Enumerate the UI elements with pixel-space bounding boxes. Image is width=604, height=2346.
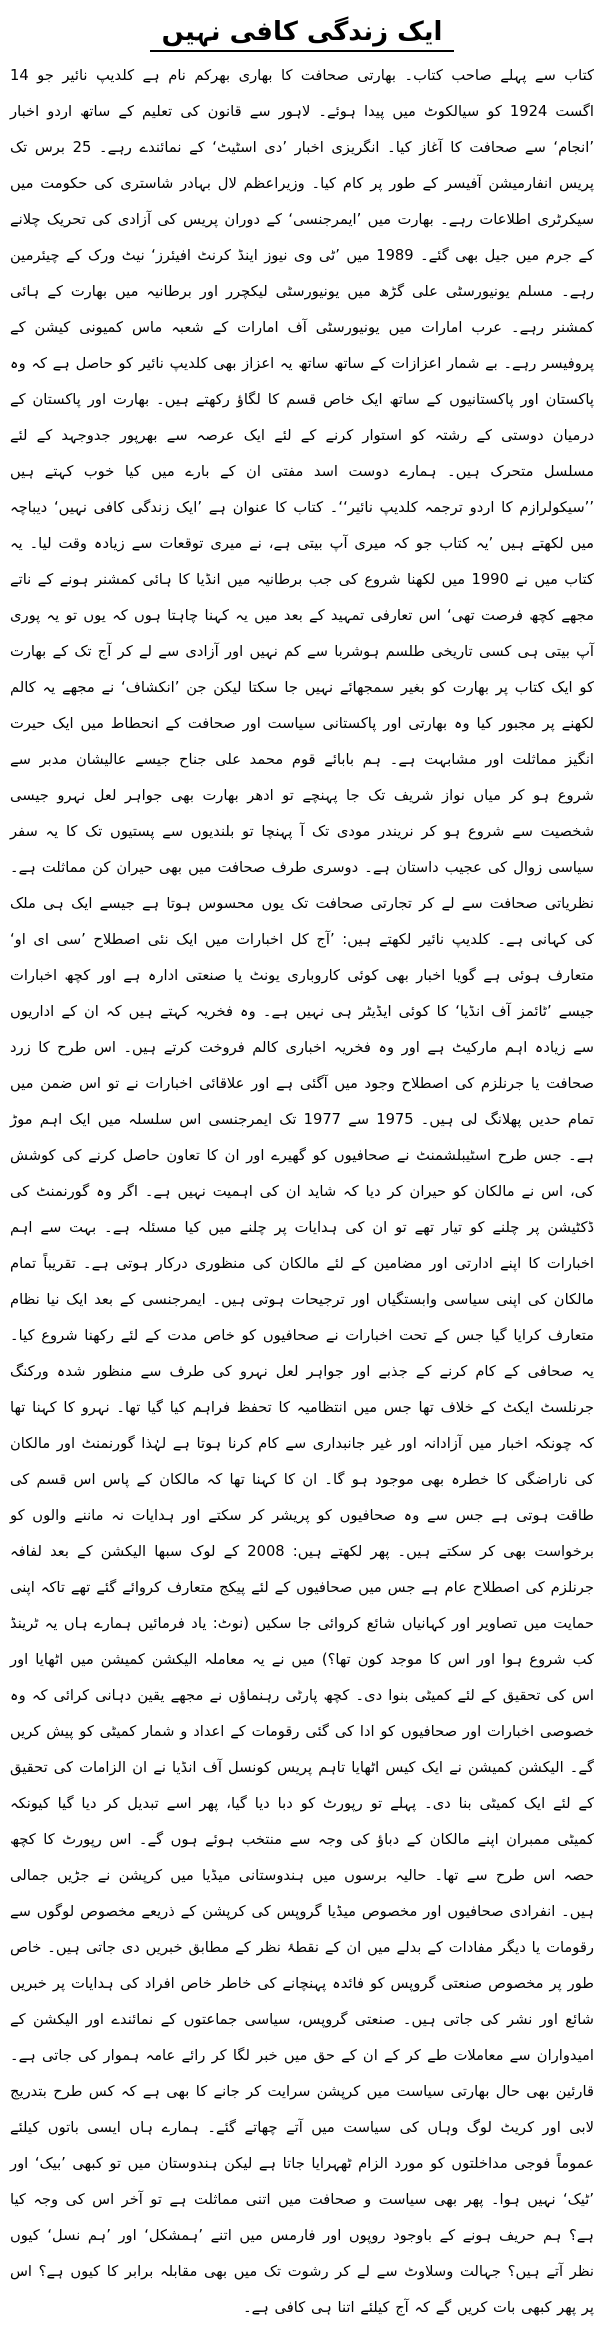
- title-container: [10, 14, 594, 52]
- article-title: ایک زندگی کافی نہیں: [150, 14, 455, 52]
- article-paragraph: کتاب سے پہلے صاحب کتاب۔ بھارتی صحافت کا بھاری بھرکم نام ہے کلدیپ نائیر جو 14 اگست 1924 کو سیالکوٹ میں پیدا ہوئے۔ لاہور سے قانون کی تعلیم کے ساتھ اردو اخبار ’انجام‘ سے صحافت کا آغاز کیا۔ انگریزی اخبار ’دی اسٹیٹ‘ کے نمائندے رہے۔ 25 برس تک پریس انفارمیشن آفیسر کے طور پر کام کیا۔ وزیراعظم لال بہادر شاستری کی حکومت میں سیکرٹری اطلاعات رہے۔ بھارت میں ’ایمرجنسی‘ کے دوران پریس کی آزادی کی تحریک چلانے کے جرم میں جیل بھی گئے۔ 1989 میں ’ٹی وی نیوز اینڈ کرنٹ افیئرز‘ نیٹ ورک کے چیئرمین رہے۔ مسلم یونیورسٹی علی گڑھ میں یونیورسٹی لیکچرر اور برطانیہ میں بھارت کے ہائی کمشنر رہے۔ عرب امارات میں یونیورسٹی آف امارات کے شعبہ ماس کمیونی کیشن کے پروفیسر رہے۔ بے شمار اعزازات کے ساتھ ساتھ یہ اعزاز بھی کلدیپ نائیر کو حاصل ہے کہ وہ پاکستان اور پاکستانیوں کے ساتھ ایک خاص قسم کا لگاؤ رکھتے ہیں۔ بھارت اور پاکستان کے درمیان دوستی کے رشتہ کو استوار کرنے کے لئے ایک عرصہ سے بھرپور جدوجہد کے لئے مسلسل متحرک ہیں۔ ہمارے دوست اسد مفتی ان کے بارے میں کیا خوب کہتے ہیں ’’سیکولرازم کا اردو ترجمہ کلدیپ نائیر‘‘۔ کتاب کا عنوان ہے ’ایک زندگی کافی نہیں‘ دیباچہ میں لکھتے ہیں ’یہ کتاب جو کہ میری آپ بیتی ہے، نے میری توقعات سے زیادہ وقت لیا۔ یہ کتاب میں نے 1990 میں لکھنا شروع کی جب برطانیہ میں انڈیا کا ہائی کمشنر ہونے کے ناتے مجھے کچھ فرصت تھی‘ اس تعارفی تمہید کے بعد میں یہ کہنا چاہتا ہوں کہ یوں تو یہ پوری آپ بیتی ہی کسی تاریخی طلسم ہوشربا سے کم نہیں اور آزادی سے لے کر آج تک کے بھارت کو ایک کتاب پر بھارت کو بغیر سمجھائے نہیں جا سکتا لیکن جن ’انکشاف‘ نے مجھے یہ کالم لکھنے پر مجبور کیا وہ بھارتی اور پاکستانی سیاست اور صحافت کے انحطاط میں ایک حیرت انگیز مماثلت اور مشابہت ہے۔ ہم بابائے قوم محمد علی جناح جیسے عالیشان مدبر سے شروع ہو کر میاں نواز شریف تک جا پہنچے تو ادھر بھارت بھی جواہر لعل نہرو جیسی شخصیت سے شروع ہو کر نریندر مودی تک آ پہنچا تو بلندیوں سے پستیوں تک کا یہ سفر سیاسی زوال کی عجیب داستان ہے۔ دوسری طرف صحافت میں بھی حیران کن مماثلت ہے۔ نظریاتی صحافت سے لے کر تجارتی صحافت تک یوں محسوس ہوتا ہے جیسے ایک ہی ملک کی کہانی ہے۔ کلدیپ نائیر لکھتے ہیں: ’آج کل اخبارات میں ایک نئی اصطلاح ’سی ای او‘ متعارف ہوئی ہے گویا اخبار بھی کوئی کاروباری یونٹ یا صنعتی ادارہ ہے اور کچھ اخبارات جیسے ’ٹائمز آف انڈیا‘ کا کوئی ایڈیٹر ہی نہیں ہے۔ وہ فخریہ کہتے ہیں کہ ان کے اداریوں سے زیادہ اہم مارکیٹ ہے اور وہ فخریہ اخباری کالم فروخت کرتے ہیں۔ اس طرح کا زرد صحافت یا جرنلزم کی اصطلاح وجود میں آگئی ہے اور علاقائی اخبارات نے تو اس ضمن میں تمام حدیں پھلانگ لی ہیں۔ 1975 سے 1977 تک ایمرجنسی اس سلسلہ میں ایک اہم موڑ ہے۔ جس طرح اسٹیبلشمنٹ نے صحافیوں کو گھیرے اور ان کا تعاون حاصل کرنے کی کوشش کی، اس نے مالکان کو حیران کر دیا کہ شاید ان کی اہمیت نہیں ہے۔ اگر وہ گورنمنٹ کی ڈکٹیشن پر چلنے کو تیار تھے تو ان کی ہدایات پر چلنے میں کیا مسئلہ ہے۔ بہت سے اہم اخبارات کا اپنے ادارتی اور مضامین کے لئے مالکان کی منظوری درکار ہوتی ہے۔ تقریباً تمام مالکان کی اپنی سیاسی وابستگیاں اور ترجیحات ہوتی ہیں۔ ایمرجنسی کے بعد ایک نیا نظام متعارف کرایا گیا جس کے تحت اخبارات نے صحافیوں کو خاص مدت کے لئے رکھنا شروع کیا۔ یہ صحافی کے کام کرنے کے جذبے اور جواہر لعل نہرو کی طرف سے منظور شدہ ورکنگ جرنلسٹ ایکٹ کے خلاف تھا جس میں انتظامیہ کا تحفظ فراہم کیا گیا تھا۔ نہرو کا کہنا تھا کہ چونکہ اخبار میں آزادانہ اور غیر جانبداری سے کام کرنا ہوتا ہے لہٰذا گورنمنٹ اور مالکان کی ناراضگی کا خطرہ بھی موجود ہو گا۔ ان کا کہنا تھا کہ مالکان کے پاس اس قسم کی طاقت ہوتی ہے جس سے وہ صحافیوں کو پریشر کر سکتے اور ہدایات نہ ماننے والوں کو برخواست بھی کر سکتے ہیں۔ پھر لکھتے ہیں: 2008 کے لوک سبھا الیکشن کے بعد لفافہ جرنلزم کی اصطلاح عام ہے جس میں صحافیوں کے لئے پیکج متعارف کروائے گئے تھے تاکہ اپنی حمایت میں تصاویر اور کہانیاں شائع کروائی جا سکیں (نوٹ: یاد فرمائیں ہمارے ہاں یہ ٹرینڈ کب شروع ہوا اور اس کا موجد کون تھا؟) میں نے یہ معاملہ الیکشن کمیشن میں اٹھایا اور اس کی تحقیق کے لئے کمیٹی بنوا دی۔ کچھ پارٹی رہنماؤں نے مجھے یقین دہانی کرائی کہ وہ خصوصی اخبارات اور صحافیوں کو ادا کی گئی رقومات کے اعداد و شمار کمیٹی کو پیش کریں گے۔ الیکشن کمیشن نے ایک کیس اٹھایا تاہم پریس کونسل آف انڈیا نے ان الزامات کی تحقیق کے لئے ایک کمیٹی بنا دی۔ پہلے تو رپورٹ کو دبا دیا گیا، پھر اسے تبدیل کر دیا گیا کیونکہ کمیٹی ممبران اپنے مالکان کے دباؤ کی وجہ سے منتخب ہوئے ہوں گے۔ اس رپورٹ کا کچھ حصہ اس طرح سے تھا۔ حالیہ برسوں میں ہندوستانی میڈیا میں کرپشن نے جڑیں جمالی ہیں۔ انفرادی صحافیوں اور مخصوص میڈیا گروپس کی کرپشن کے ذریعے مخصوص لوگوں سے رقومات یا دیگر مفادات کے بدلے میں ان کے نقطۂ نظر کے مطابق خبریں دی جاتی ہیں۔ خاص طور پر مخصوص صنعتی گروپس کو فائدہ پہنچانے کی خاطر خاص افراد کی ہدایات پر خبریں شائع اور نشر کی جاتی ہیں۔ صنعتی گروپس، سیاسی جماعتوں کے نمائندے اور الیکشن کے امیدواران سے معاملات طے کر کے ان کے حق میں خبر لگا کر رائے عامہ ہموار کی جاتی ہے۔ قارئین بھی حال بھارتی سیاست میں کرپشن سرایت کر جانے کا بھی ہے کہ کس طرح بتدریج لابی اور کریٹ لوگ وہاں کی سیاست میں آتے چھاتے گئے۔ ہمارے ہاں ایسی باتوں کیلئے عموماً فوجی مداخلتوں کو مورد الزام ٹھہرایا جاتا ہے لیکن ہندوستان میں تو کبھی ’بیک‘ اور ’ٹیک‘ نہیں ہوا۔ پھر بھی سیاست و صحافت میں اتنی مماثلت ہے تو آخر اس کی وجہ کیا ہے؟ ہم حریف ہونے کے باوجود روپوں اور فارمس میں اتنے ’ہمشکل‘ اور ’ہم نسل‘ کیوں نظر آتے ہیں؟ جہالت وسلاوٹ سے لے کر رشوت تک میں بھی مقابلہ برابر کا کیوں ہے؟ اس پر پھر کبھی بات کریں گے کہ آج کیلئے اتنا ہی کافی ہے۔: [10, 67, 594, 2316]
- article-body: [10, 58, 594, 2326]
